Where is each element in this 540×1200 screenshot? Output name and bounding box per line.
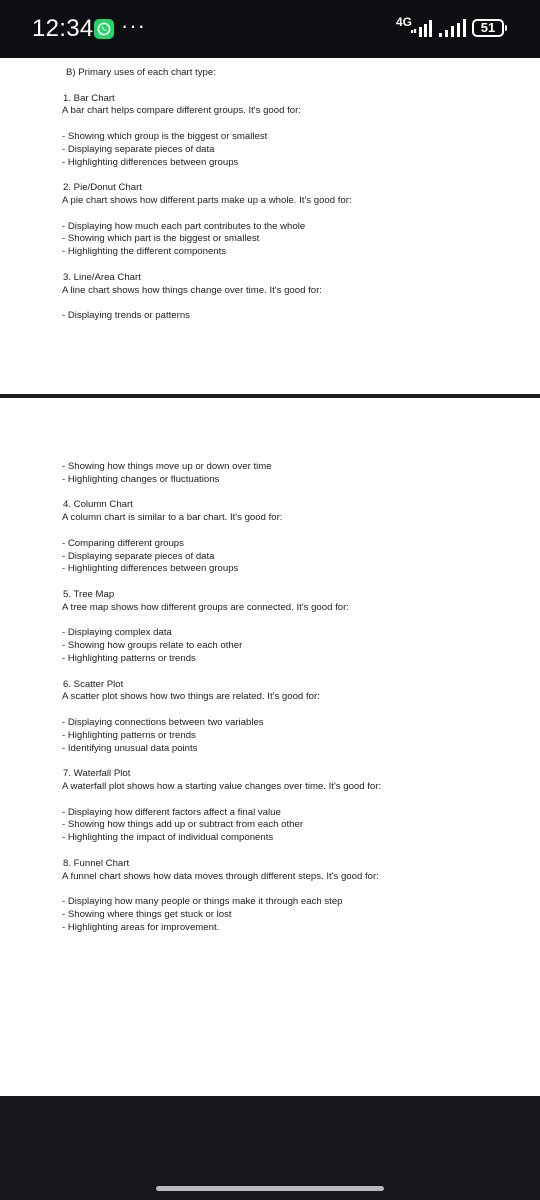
whatsapp-icon <box>94 19 114 39</box>
document-line: - Showing which group is the biggest or smallest <box>62 130 268 142</box>
document-line: - Displaying how many people or things make it through each step <box>62 896 343 908</box>
blank-line <box>62 666 520 679</box>
blank-line <box>62 525 520 538</box>
document-line: - Displaying separate pieces of data <box>62 550 215 562</box>
battery-icon: 51 <box>472 19 504 37</box>
document-line: A waterfall plot shows how a starting value changes over time. It's good for: <box>62 780 382 792</box>
blank-line <box>62 259 520 272</box>
document-text <box>62 67 520 323</box>
document-line: - Showing where things get stuck or lost <box>62 908 232 920</box>
document-line: - Displaying how much each part contributes to the whole <box>62 220 306 232</box>
document-line: 6. Scatter Plot <box>63 678 124 690</box>
document-line: 8. Funnel Chart <box>63 857 130 869</box>
document-line: - Highlighting differences between groups <box>62 563 239 575</box>
signal-strength-icon <box>411 19 435 37</box>
network-type: 4G <box>396 15 413 29</box>
document-line: - Showing which part is the biggest or smallest <box>62 233 260 245</box>
blank-line <box>62 118 520 131</box>
document-line: - Displaying trends or patterns <box>62 310 190 322</box>
document-line: 5. Tree Map <box>63 588 115 600</box>
navigation-bar <box>0 1096 540 1200</box>
document-line: - Highlighting areas for improvement. <box>62 921 220 933</box>
document-line: A bar chart helps compare different groups. It's good for: <box>62 105 301 117</box>
status-time: 12:34 <box>32 15 94 42</box>
document-line: - Highlighting patterns or trends <box>62 729 196 741</box>
home-gesture-bar[interactable] <box>156 1186 384 1191</box>
document-line: 2. Pie/Donut Chart <box>63 182 142 194</box>
document-line: A column chart is similar to a bar chart. It's good for: <box>62 512 283 524</box>
document-line: - Identifying unusual data points <box>62 742 198 754</box>
document-line: B) Primary uses of each chart type: <box>66 67 216 78</box>
blank-line <box>62 704 520 717</box>
blank-line <box>62 794 520 807</box>
document-text <box>62 461 520 934</box>
document-line: - Highlighting the impact of individual components <box>62 832 274 844</box>
blank-line <box>62 487 520 500</box>
blank-line <box>62 208 520 221</box>
blank-line <box>62 755 520 768</box>
document-line: - Highlighting changes or fluctuations <box>62 473 220 485</box>
document-line: - Displaying connections between two variables <box>62 716 264 728</box>
document-line: - Showing how things add up or subtract from each other <box>62 819 304 831</box>
document-line: 7. Waterfall Plot <box>63 768 131 780</box>
document-line: A pie chart shows how different parts make up a whole. It's good for: <box>62 194 352 206</box>
document-line: - Comparing different groups <box>62 537 184 549</box>
document-page-1 <box>0 58 540 394</box>
blank-line <box>62 80 520 93</box>
document-line: 3. Line/Area Chart <box>63 271 141 283</box>
document-line: - Displaying how different factors affect a final value <box>62 806 281 818</box>
document-line: - Highlighting the different components <box>62 246 227 258</box>
document-line: - Displaying complex data <box>62 627 172 639</box>
document-line: - Highlighting differences between groups <box>62 156 239 168</box>
document-line: A scatter plot shows how two things are related. It's good for: <box>62 691 320 703</box>
document-line: - Showing how groups relate to each other <box>62 640 243 652</box>
blank-line <box>62 845 520 858</box>
document-line: - Highlighting patterns or trends <box>62 652 196 664</box>
document-page-2 <box>0 398 540 1096</box>
document-line: - Showing how things move up or down over time <box>62 461 272 472</box>
more-notifications-icon: ··· <box>121 13 146 38</box>
signal-strength-icon <box>439 19 467 37</box>
blank-line <box>62 883 520 896</box>
blank-line <box>62 615 520 628</box>
document-line: A tree map shows how different groups are connected. It's good for: <box>62 601 349 613</box>
blank-line <box>62 576 520 589</box>
document-line: 1. Bar Chart <box>63 92 115 104</box>
blank-line <box>62 169 520 182</box>
document-line: 4. Column Chart <box>63 499 133 511</box>
status-bar <box>0 0 540 58</box>
document-line: A line chart shows how things change over time. It's good for: <box>62 284 322 296</box>
document-line: - Displaying separate pieces of data <box>62 143 215 155</box>
document-line: A funnel chart shows how data moves through different steps. It's good for: <box>62 870 379 882</box>
blank-line <box>62 297 520 310</box>
